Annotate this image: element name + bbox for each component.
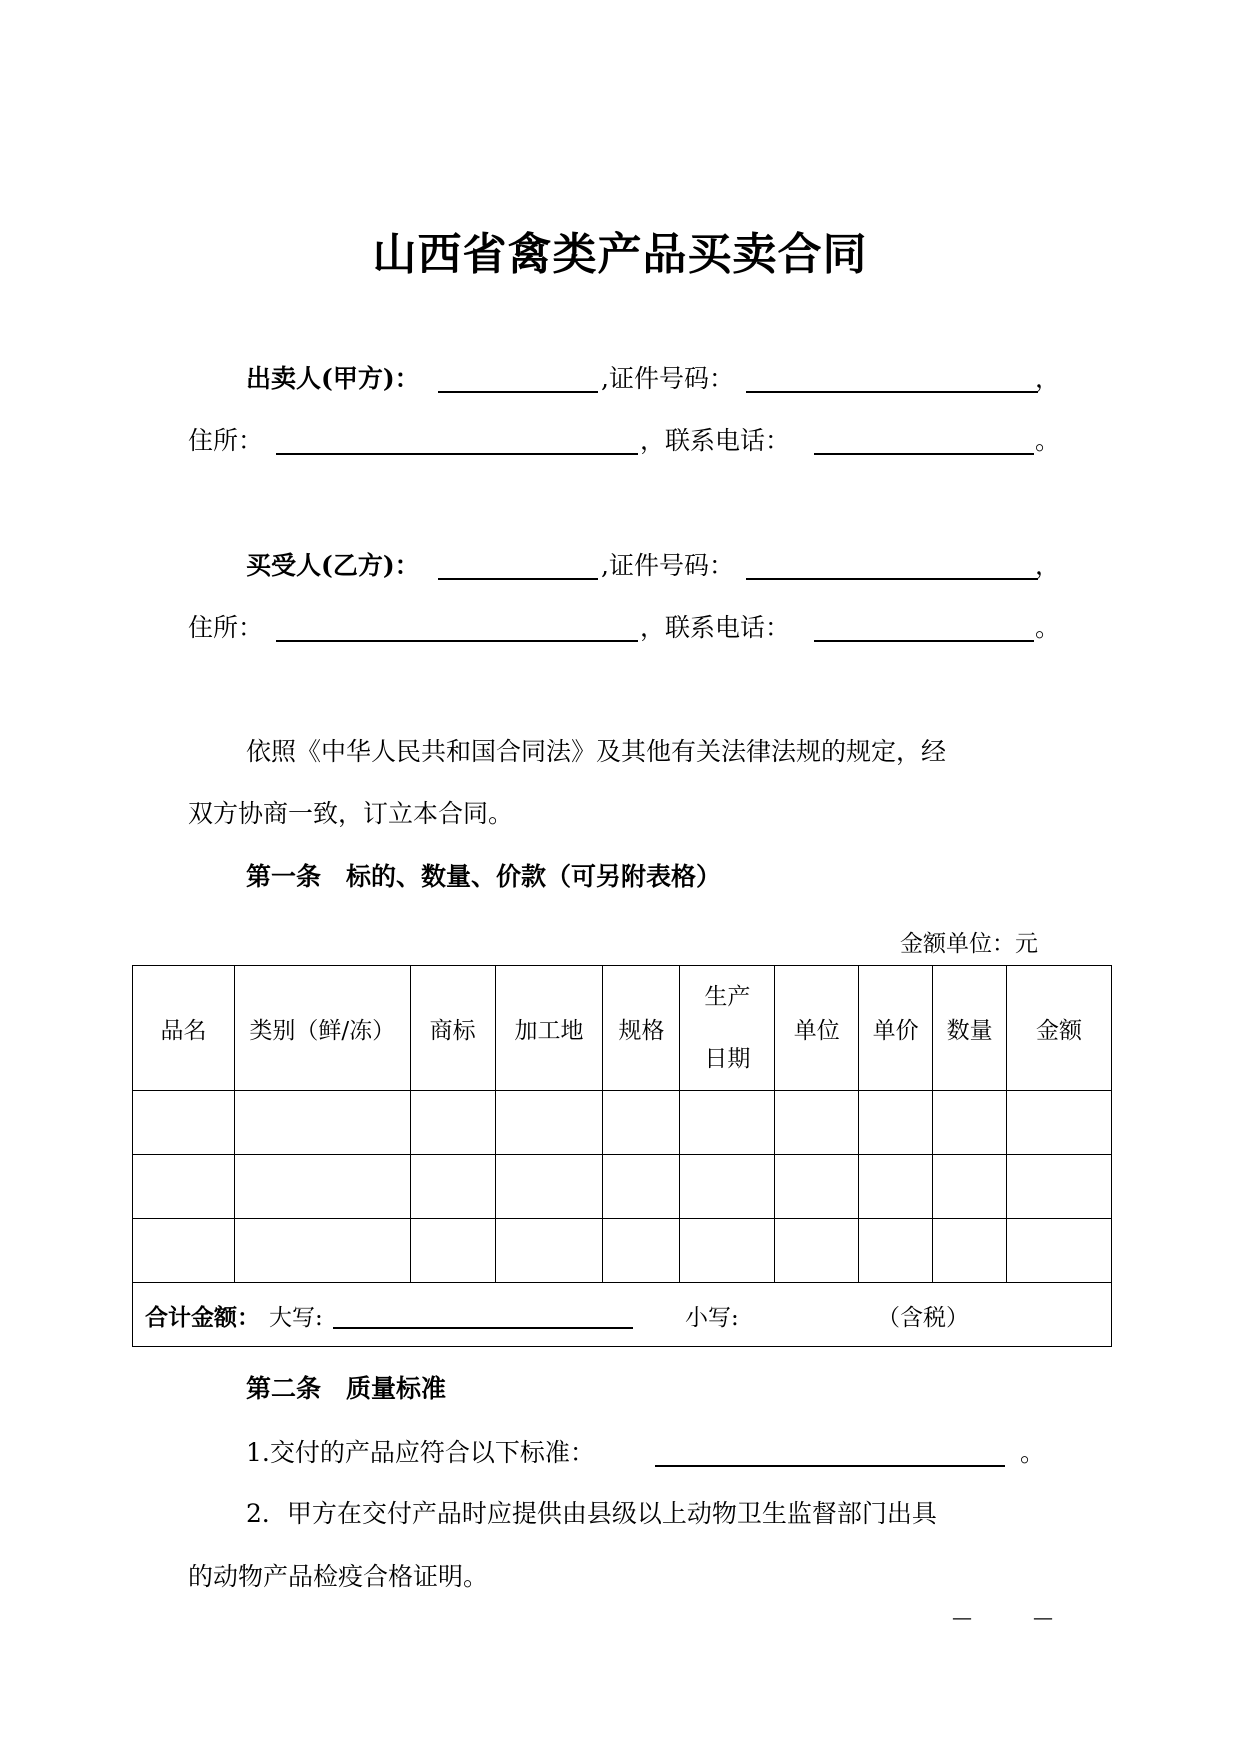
table-cell[interactable]: [1007, 1091, 1112, 1155]
table-cell[interactable]: [410, 1091, 495, 1155]
total-amount-label: 合计金额：: [145, 1304, 260, 1331]
table-cell[interactable]: [234, 1091, 410, 1155]
col-header-unit: 单位: [775, 966, 859, 1091]
table-cell[interactable]: [680, 1155, 775, 1219]
col-header-production-date-line-2: 日期: [704, 1046, 751, 1072]
col-header-unit-price: 单价: [859, 966, 933, 1091]
table-row: [133, 1155, 1112, 1219]
buyer-comma: ，: [1035, 551, 1061, 580]
table-cell[interactable]: [680, 1219, 775, 1283]
table-cell[interactable]: [775, 1091, 859, 1155]
article-2-item-1: 1.交付的产品应符合以下标准：: [246, 1438, 595, 1467]
buyer-address-label: 住所：: [188, 613, 264, 642]
article-2-heading: 第二条 质量标准: [246, 1374, 447, 1403]
buyer-phone-label: ，联系电话：: [640, 613, 791, 642]
buyer-name-blank[interactable]: [438, 578, 598, 580]
table-cell[interactable]: [859, 1219, 933, 1283]
table-header-row: [133, 966, 1112, 1091]
buyer-period: 。: [1035, 613, 1061, 642]
col-header-category: 类别（鲜/冻）: [234, 966, 410, 1091]
table-cell[interactable]: [603, 1091, 680, 1155]
article-2-item-2-line-2: 的动物产品检疫合格证明。: [188, 1562, 489, 1591]
table-cell[interactable]: [410, 1219, 495, 1283]
preamble-line-2: 双方协商一致，订立本合同。: [188, 799, 514, 828]
buyer-id-blank[interactable]: [746, 578, 1038, 580]
table-cell[interactable]: [495, 1091, 603, 1155]
table-cell[interactable]: [495, 1219, 603, 1283]
table-cell[interactable]: [133, 1155, 235, 1219]
table-cell[interactable]: [1007, 1219, 1112, 1283]
table-cell[interactable]: [410, 1155, 495, 1219]
article-2-item-2-line-1: 2．甲方在交付产品时应提供由县级以上动物卫生监督部门出具: [246, 1499, 937, 1528]
seller-id-blank[interactable]: [746, 391, 1038, 393]
table-cell[interactable]: [133, 1091, 235, 1155]
table-cell[interactable]: [1007, 1155, 1112, 1219]
col-header-spec: 规格: [603, 966, 680, 1091]
seller-id-label: ,证件号码：: [601, 364, 734, 393]
seller-name-blank[interactable]: [438, 391, 598, 393]
seller-phone-blank[interactable]: [814, 453, 1034, 455]
table-cell[interactable]: [495, 1155, 603, 1219]
total-cell: [133, 1283, 1112, 1347]
page-dash-right: —: [1033, 1605, 1053, 1629]
seller-label: 出卖人(甲方)：: [246, 364, 420, 393]
col-header-production-date-line-1: 生产: [704, 984, 751, 1010]
table-cell[interactable]: [775, 1155, 859, 1219]
seller-period: 。: [1035, 426, 1061, 455]
table-cell[interactable]: [234, 1155, 410, 1219]
seller-comma: ，: [1035, 364, 1061, 393]
col-header-name: 品名: [133, 966, 235, 1091]
preamble-line-1: 依照《中华人民共和国合同法》及其他有关法律法规的规定，经: [246, 737, 947, 766]
seller-address-blank[interactable]: [276, 453, 638, 455]
total-upper-label: 大写:: [269, 1305, 323, 1331]
buyer-label: 买受人(乙方)：: [246, 551, 420, 580]
table-cell[interactable]: [933, 1091, 1007, 1155]
table-cell[interactable]: [933, 1155, 1007, 1219]
article-1-heading: 第一条 标的、数量、价款（可另附表格）: [246, 862, 722, 891]
buyer-phone-blank[interactable]: [814, 640, 1034, 642]
col-header-production-date: [680, 966, 775, 1091]
col-header-brand: 商标: [410, 966, 495, 1091]
col-header-origin: 加工地: [495, 966, 603, 1091]
table-cell[interactable]: [775, 1219, 859, 1283]
col-header-quantity: 数量: [933, 966, 1007, 1091]
table-cell[interactable]: [133, 1219, 235, 1283]
quality-standard-blank[interactable]: [655, 1465, 1005, 1467]
table-cell[interactable]: [859, 1155, 933, 1219]
buyer-address-blank[interactable]: [276, 640, 638, 642]
table-total-row: [133, 1283, 1112, 1347]
table-cell[interactable]: [859, 1091, 933, 1155]
page-dash-left: —: [952, 1605, 972, 1629]
total-upper-blank[interactable]: [333, 1327, 633, 1329]
table-row: [133, 1219, 1112, 1283]
seller-phone-label: ，联系电话：: [640, 426, 791, 455]
table-row: [133, 1091, 1112, 1155]
document-title: 山西省禽类产品买卖合同: [372, 229, 868, 280]
article-2-item-1-end: 。: [1020, 1438, 1046, 1467]
col-header-amount: 金额: [1007, 966, 1112, 1091]
tax-note: （含税）: [877, 1305, 969, 1331]
goods-table: [132, 965, 1112, 1347]
total-lower-label: 小写:: [685, 1305, 739, 1331]
table-cell[interactable]: [680, 1091, 775, 1155]
table-cell[interactable]: [933, 1219, 1007, 1283]
table-cell[interactable]: [603, 1219, 680, 1283]
table-cell[interactable]: [603, 1155, 680, 1219]
table-cell[interactable]: [234, 1219, 410, 1283]
buyer-id-label: ,证件号码：: [601, 551, 734, 580]
amount-unit-note: 金额单位：元: [900, 931, 1038, 957]
seller-address-label: 住所：: [188, 426, 264, 455]
